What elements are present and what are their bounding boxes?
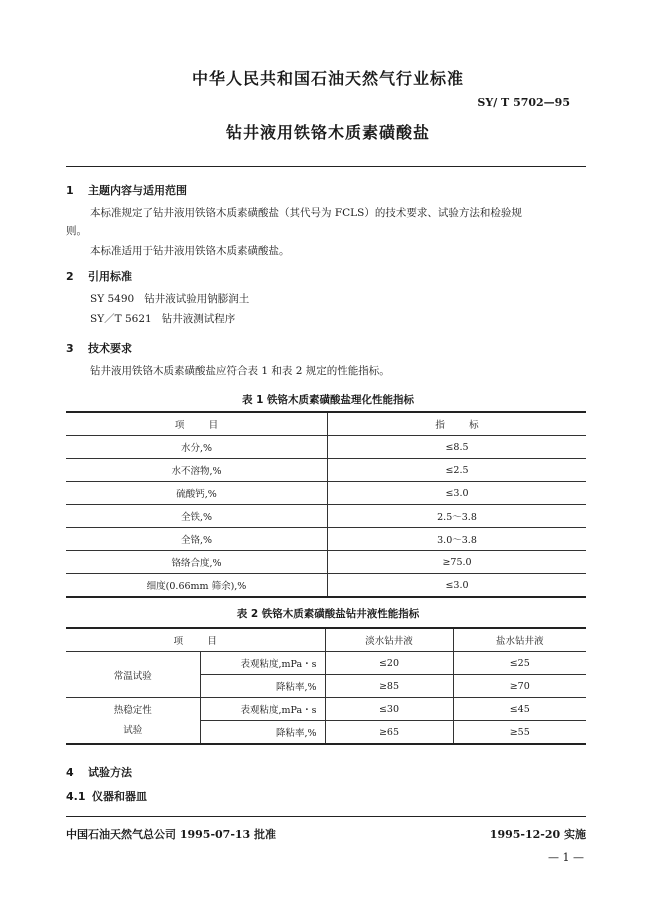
section-title: 引用标准 (88, 270, 132, 283)
table-row (66, 482, 586, 505)
table-2 (66, 627, 586, 745)
row-value: 2.5～3.8 (328, 505, 587, 528)
row-value: ≤3.0 (328, 482, 587, 505)
section-3-heading (66, 340, 132, 356)
section-1-heading (66, 182, 187, 198)
section-number: 2 (66, 270, 74, 283)
table-header-row (66, 628, 586, 652)
row-fresh: ≤20 (325, 652, 453, 675)
row-fresh: ≤30 (325, 698, 453, 721)
section-number: 1 (66, 184, 74, 197)
row-item: 硫酸钙,% (66, 482, 328, 505)
row-value: ≤8.5 (328, 436, 587, 459)
reference-sy5621: SY／T 5621 钻井液测试程序 (90, 313, 236, 325)
row-item: 全铬,% (66, 528, 328, 551)
effective-date: 1995-12-20 实施 (489, 828, 586, 841)
table-1 (66, 411, 586, 598)
table-row (66, 459, 586, 482)
section-title: 仪器和器皿 (92, 790, 147, 803)
row-salt: ≤45 (453, 698, 586, 721)
group-name-line-1: 热稳定性 (113, 704, 152, 716)
header-fresh-water: 淡水钻井液 (325, 628, 453, 652)
row-item: 降粘率,% (200, 721, 325, 745)
section-title: 技术要求 (88, 342, 132, 355)
page-number: — 1 — (548, 851, 584, 864)
section-1-paragraph-2: 本标准适用于钻井液用铁铬木质素磺酸盐。 (90, 245, 290, 257)
header-item: 项 目 (66, 628, 325, 652)
standard-category-title: 中华人民共和国石油天然气行业标准 (191, 69, 464, 88)
section-2-heading (66, 268, 132, 284)
section-title: 主题内容与适用范围 (88, 184, 187, 197)
group-room-temp: 常温试验 (66, 652, 200, 698)
section-number: 4.1 (66, 790, 86, 803)
section-3-paragraph: 钻井液用铁铬木质素磺酸盐应符合表 1 和表 2 规定的性能指标。 (90, 365, 390, 377)
table-row (66, 436, 586, 459)
row-value: ≥75.0 (328, 551, 587, 574)
header-rule (66, 166, 586, 167)
table-row (66, 551, 586, 574)
section-1-paragraph-1-cont: 则。 (66, 225, 87, 237)
table-row (66, 652, 586, 675)
header-item: 项 目 (66, 412, 328, 436)
standard-code: SY/ T 5702—95 (477, 96, 570, 109)
row-item: 表观粘度,mPa・s (200, 698, 325, 721)
table-row (66, 698, 586, 721)
section-number: 4 (66, 766, 74, 779)
section-4-1-heading (66, 788, 147, 804)
row-item: 降粘率,% (200, 675, 325, 698)
row-item: 水不溶物,% (66, 459, 328, 482)
row-fresh: ≥65 (325, 721, 453, 745)
row-item: 表观粘度,mPa・s (200, 652, 325, 675)
row-value: ≤2.5 (328, 459, 587, 482)
row-value: ≤3.0 (328, 574, 587, 598)
row-salt: ≤25 (453, 652, 586, 675)
row-salt: ≥55 (453, 721, 586, 745)
reference-sy5490: SY 5490 钻井液试验用钠膨润土 (90, 293, 250, 305)
section-title: 试验方法 (88, 766, 132, 779)
header-index: 指 标 (328, 412, 587, 436)
approval-note: 中国石油天然气总公司 1995-07-13 批准 (66, 828, 277, 841)
table-1-caption: 表 1 铁铬木质素磺酸盐理化性能指标 (241, 394, 415, 406)
group-thermal-stability (66, 698, 200, 745)
table-row (66, 574, 586, 598)
row-item: 全铁,% (66, 505, 328, 528)
section-1-paragraph-1: 本标准规定了钻井液用铁铬木质素磺酸盐（其代号为 FCLS）的技术要求、试验方法和检验规 (90, 207, 522, 219)
row-salt: ≥70 (453, 675, 586, 698)
header-salt-water: 盐水钻井液 (453, 628, 586, 652)
table-row (66, 528, 586, 551)
row-value: 3.0～3.8 (328, 528, 587, 551)
footer-rule (66, 816, 586, 817)
section-number: 3 (66, 342, 74, 355)
row-item: 细度(0.66mm 筛余),% (66, 574, 328, 598)
group-name-line-2: 试验 (123, 724, 143, 736)
table-row (66, 505, 586, 528)
document-title: 钻井液用铁铬木质素磺酸盐 (225, 123, 430, 142)
table-header-row (66, 412, 586, 436)
row-item: 铬络合度,% (66, 551, 328, 574)
row-fresh: ≥85 (325, 675, 453, 698)
section-4-heading (66, 764, 132, 780)
row-item: 水分,% (66, 436, 328, 459)
table-2-caption: 表 2 铁铬木质素磺酸盐钻井液性能指标 (236, 608, 420, 620)
